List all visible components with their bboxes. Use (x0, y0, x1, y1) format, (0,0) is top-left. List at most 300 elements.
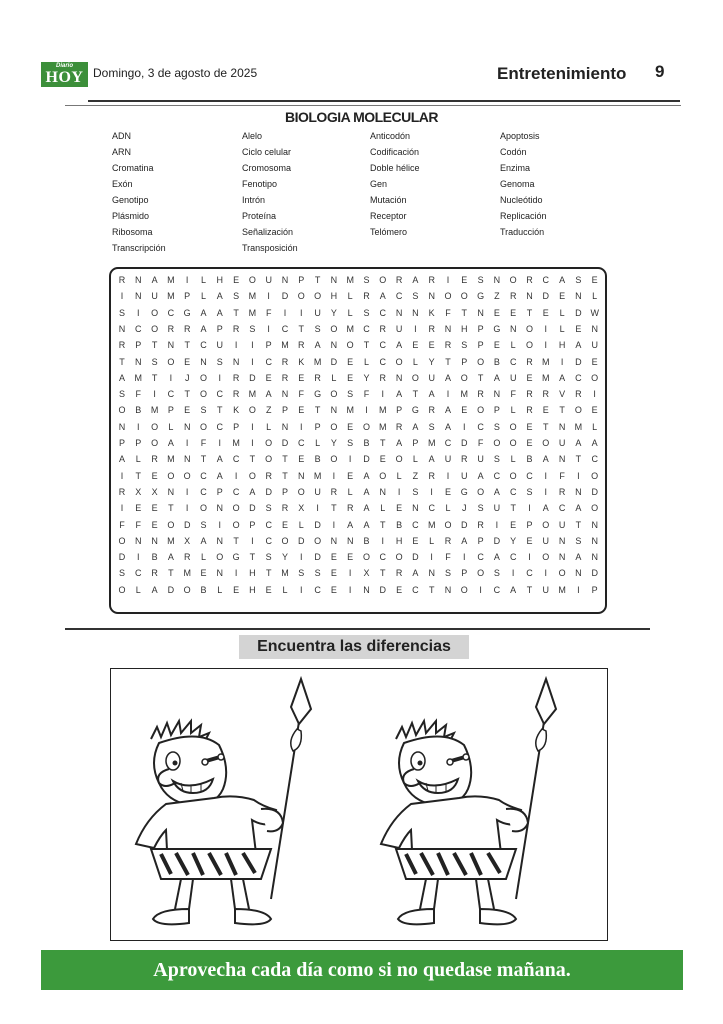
grid-letter: R (346, 503, 354, 514)
grid-letter: E (151, 503, 158, 514)
grid-letter: T (510, 503, 516, 514)
grid-letter: C (314, 584, 321, 595)
grid-letter: D (167, 584, 175, 595)
grid-row (111, 419, 605, 435)
grid-letter: A (363, 503, 370, 514)
grid-letter: M (248, 291, 257, 302)
grid-letter: B (363, 438, 370, 448)
grid-letter: N (526, 291, 533, 302)
grid-letter: T (461, 307, 468, 318)
grid-letter: U (591, 340, 598, 351)
grid-letter: X (363, 568, 370, 579)
grid-letter: M (167, 291, 175, 302)
wordsearch-word: Replicación (500, 211, 547, 221)
grid-letter: O (542, 438, 550, 448)
wordsearch-word: Transposición (242, 243, 298, 253)
grid-letter: X (298, 503, 305, 514)
grid-letter: C (167, 389, 175, 400)
grid-letter: R (395, 568, 403, 579)
grid-letter: L (510, 405, 516, 416)
grid-letter: K (428, 307, 435, 318)
grid-letter: S (347, 438, 354, 448)
grid-letter: R (118, 340, 126, 351)
grid-letter: E (281, 519, 288, 530)
grid-letter: R (526, 405, 533, 416)
grid-letter: U (558, 519, 566, 530)
grid-letter: R (526, 389, 533, 400)
grid-letter: A (412, 568, 419, 579)
grid-letter: L (298, 519, 304, 530)
grid-letter: R (526, 356, 533, 367)
grid-letter: E (591, 356, 598, 367)
grid-letter: R (526, 275, 533, 285)
grid-letter: E (151, 470, 158, 481)
grid-letter: O (151, 421, 159, 432)
grid-letter: M (183, 568, 191, 579)
grid-letter: I (430, 552, 433, 563)
grid-letter: L (592, 421, 598, 432)
grid-letter: E (347, 421, 354, 432)
grid-letter: L (315, 438, 321, 448)
wordsearch-word: Alelo (242, 131, 263, 141)
grid-letter: L (559, 307, 565, 318)
grid-letter: T (314, 405, 321, 416)
grid-letter: T (526, 307, 533, 318)
grid-letter: E (151, 519, 158, 530)
grid-row (111, 582, 605, 598)
grid-letter: C (265, 519, 272, 530)
grid-letter: O (509, 438, 517, 448)
grid-letter: H (249, 568, 256, 579)
grid-letter: E (330, 584, 337, 595)
grid-letter: R (281, 372, 289, 383)
grid-letter: O (591, 470, 599, 481)
grid-letter: O (248, 470, 256, 481)
grid-letter: I (218, 519, 222, 530)
grid-letter: C (281, 323, 289, 334)
grid-letter: N (216, 503, 224, 514)
grid-letter: P (249, 519, 256, 530)
grid-letter: A (396, 438, 403, 448)
grid-letter: I (300, 421, 303, 432)
grid-letter: R (265, 470, 272, 481)
grid-letter: Y (330, 307, 337, 318)
grid-letter: N (575, 568, 582, 579)
wordsearch-word: Apoptosis (500, 131, 540, 141)
grid-letter: N (330, 405, 338, 416)
grid-letter: I (560, 356, 564, 367)
grid-letter: B (396, 519, 403, 530)
grid-letter: O (330, 421, 338, 432)
grid-letter: S (363, 275, 370, 285)
grid-letter: G (314, 389, 322, 400)
grid-letter: C (379, 356, 387, 367)
grid-letter: C (444, 438, 452, 448)
grid-letter: C (591, 454, 598, 465)
grid-letter: N (444, 584, 452, 595)
grid-letter: C (477, 552, 484, 563)
grid-letter: I (577, 584, 580, 595)
wordsearch-word: Ribosoma (112, 227, 153, 237)
issue-date: Domingo, 3 de agosto de 2025 (93, 66, 258, 80)
grid-letter: R (330, 486, 338, 497)
grid-letter: E (298, 372, 305, 383)
grid-letter: R (232, 323, 240, 334)
grid-letter: T (314, 275, 321, 285)
grid-letter: L (412, 356, 418, 367)
grid-letter: P (281, 486, 288, 497)
grid-letter: T (575, 454, 582, 465)
grid-row (111, 386, 605, 402)
grid-letter: R (379, 372, 387, 383)
grid-letter: T (282, 454, 288, 465)
grid-letter: N (591, 323, 598, 334)
grid-letter: O (265, 454, 273, 465)
grid-letter: M (558, 584, 566, 595)
wordsearch-word: Doble hélice (370, 163, 420, 173)
grid-letter: D (330, 356, 338, 367)
grid-letter: E (298, 454, 305, 465)
wordsearch-word: Gen (370, 179, 388, 189)
grid-letter: S (477, 275, 484, 285)
grid-letter: A (314, 340, 321, 351)
grid-letter: O (216, 552, 224, 563)
grid-letter: O (542, 552, 550, 563)
grid-letter: U (314, 486, 321, 497)
grid-letter: N (509, 323, 517, 334)
grid-letter: I (283, 307, 287, 318)
wordsearch-word: ADN (112, 131, 132, 141)
grid-letter: N (183, 454, 191, 465)
grid-letter: O (509, 421, 517, 432)
grid-letter: D (314, 552, 321, 563)
grid-letter: I (234, 340, 238, 351)
grid-row (111, 272, 605, 288)
grid-letter: L (429, 535, 435, 546)
grid-letter: E (461, 405, 468, 416)
wordsearch-word: Genoma (500, 179, 535, 189)
grid-letter: U (428, 372, 435, 383)
grid-letter: A (151, 275, 158, 285)
grid-letter: O (151, 307, 159, 318)
grid-letter: K (233, 405, 240, 416)
grid-letter: R (151, 454, 158, 465)
grid-letter: S (314, 323, 321, 334)
grid-letter: C (477, 421, 484, 432)
grid-letter: I (348, 454, 352, 465)
grid-letter: N (444, 323, 452, 334)
grid-letter: A (493, 552, 500, 563)
wordsearch-word: Anticodón (370, 131, 411, 141)
grid-letter: N (281, 275, 289, 285)
grid-letter: T (249, 454, 256, 465)
grid-letter: O (199, 389, 207, 400)
differences-title: Encuentra las diferencias (239, 635, 469, 659)
grid-letter: N (591, 535, 598, 546)
grid-letter: T (233, 307, 239, 318)
grid-letter: E (542, 405, 549, 416)
grid-letter: A (265, 389, 272, 400)
header-rule (88, 100, 680, 102)
grid-letter: C (412, 519, 419, 530)
grid-letter: S (347, 389, 354, 400)
grid-letter: T (331, 503, 337, 514)
grid-letter: N (395, 372, 403, 383)
grid-letter: N (591, 552, 598, 563)
grid-letter: A (575, 340, 582, 351)
grid-letter: H (216, 275, 224, 285)
wordsearch-word: Receptor (370, 211, 407, 221)
grid-letter: F (119, 519, 125, 530)
grid-letter: M (379, 421, 387, 432)
grid-letter: O (509, 470, 517, 481)
grid-letter: G (477, 291, 485, 302)
grid-letter: B (493, 356, 500, 367)
grid-letter: C (509, 552, 517, 563)
grid-letter: D (575, 307, 582, 318)
grid-letter: M (281, 568, 289, 579)
grid-letter: U (314, 307, 321, 318)
grid-letter: F (298, 389, 305, 400)
wordsearch-grid (109, 267, 607, 614)
wordsearch-word: Fenotipo (242, 179, 278, 189)
grid-letter: A (461, 535, 468, 546)
grid-letter: N (281, 421, 289, 432)
grid-letter: C (265, 356, 272, 367)
grid-letter: P (216, 486, 223, 497)
grid-letter: D (493, 535, 501, 546)
grid-letter: N (346, 535, 354, 546)
grid-letter: T (168, 503, 174, 514)
grid-letter: U (509, 372, 517, 383)
grid-letter: C (379, 340, 387, 351)
grid-letter: M (313, 470, 322, 481)
grid-letter: E (526, 438, 533, 448)
grid-letter: A (444, 405, 451, 416)
grid-letter: T (151, 340, 158, 351)
newspaper-logo (41, 62, 88, 87)
grid-letter: M (150, 405, 159, 416)
grid-letter: E (526, 372, 533, 383)
grid-letter: I (234, 568, 238, 579)
grid-letter: S (428, 421, 435, 432)
grid-letter: N (558, 421, 566, 432)
grid-letter: I (120, 503, 124, 514)
grid-letter: I (153, 389, 156, 400)
grid-letter: O (525, 323, 533, 334)
grid-letter: R (542, 389, 550, 400)
grid-letter: P (526, 519, 533, 530)
grid-letter: N (135, 275, 142, 285)
grid-letter: O (509, 275, 517, 285)
grid-letter: T (428, 584, 435, 595)
grid-letter: R (444, 535, 452, 546)
grid-letter: N (298, 470, 305, 481)
grid-letter: S (412, 486, 419, 497)
grid-letter: Y (330, 438, 337, 448)
grid-letter: O (493, 438, 501, 448)
grid-letter: L (380, 503, 386, 514)
grid-letter: E (559, 291, 566, 302)
grid-letter: M (460, 389, 469, 400)
grid-letter: N (183, 421, 191, 432)
grid-letter: G (411, 405, 419, 416)
grid-letter: Z (265, 405, 272, 416)
grid-letter: I (300, 307, 303, 318)
grid-letter: T (233, 535, 239, 546)
grid-letter: L (200, 291, 206, 302)
grid-letter: Z (412, 470, 419, 481)
grid-letter: O (444, 291, 452, 302)
grid-letter: O (151, 438, 159, 448)
wordsearch-word-list (112, 131, 592, 261)
grid-letter: T (217, 405, 223, 416)
grid-row (111, 288, 605, 304)
grid-letter: L (363, 356, 369, 367)
grid-letter: E (184, 405, 191, 416)
grid-letter: A (428, 389, 435, 400)
grid-letter: A (428, 454, 435, 465)
grid-letter: T (200, 454, 207, 465)
grid-row (111, 549, 605, 565)
grid-letter: S (363, 307, 370, 318)
grid-letter: R (477, 519, 484, 530)
grid-letter: M (281, 340, 289, 351)
grid-letter: I (544, 323, 548, 334)
grid-letter: B (135, 405, 142, 416)
grid-letter: P (314, 421, 321, 432)
grid-letter: N (232, 356, 240, 367)
grid-letter: I (251, 438, 254, 448)
differences-illustration (110, 668, 608, 941)
grid-letter: C (526, 568, 533, 579)
grid-letter: G (183, 307, 191, 318)
grid-letter: M (427, 519, 436, 530)
wordsearch-word: Codón (500, 147, 527, 157)
grid-letter: I (251, 421, 254, 432)
grid-letter: R (428, 323, 435, 334)
grid-letter: X (135, 486, 142, 497)
caveman-drawings (111, 669, 606, 939)
grid-letter: I (544, 568, 548, 579)
grid-letter: S (526, 486, 533, 497)
grid-letter: F (445, 307, 451, 318)
grid-row (111, 500, 605, 516)
grid-letter: P (233, 421, 240, 432)
grid-letter: W (590, 307, 599, 318)
grid-letter: I (185, 486, 189, 497)
grid-letter: F (135, 519, 142, 530)
grid-letter: R (461, 454, 468, 465)
grid-letter: N (575, 291, 582, 302)
grid-letter: D (591, 568, 598, 579)
grid-letter: A (559, 275, 566, 285)
grid-letter: C (558, 503, 566, 514)
grid-letter: E (510, 307, 517, 318)
grid-letter: L (200, 275, 206, 285)
grid-letter: I (495, 519, 499, 530)
grid-letter: D (183, 519, 191, 530)
grid-letter: M (313, 356, 322, 367)
grid-letter: A (200, 323, 207, 334)
grid-letter: I (528, 503, 531, 514)
grid-letter: R (167, 323, 175, 334)
grid-letter: N (330, 275, 338, 285)
grid-letter: V (559, 389, 566, 400)
grid-letter: T (412, 389, 419, 400)
grid-letter: N (558, 454, 566, 465)
grid-letter: T (363, 340, 370, 351)
grid-letter: E (330, 568, 337, 579)
grid-letter: S (314, 568, 321, 579)
grid-letter: N (558, 535, 566, 546)
grid-letter: I (137, 421, 140, 432)
grid-letter: T (168, 568, 174, 579)
grid-letter: O (183, 584, 191, 595)
grid-letter: N (591, 519, 598, 530)
grid-letter: N (118, 421, 126, 432)
grid-letter: A (477, 470, 484, 481)
grid-letter: E (575, 323, 582, 334)
grid-letter: O (362, 552, 370, 563)
grid-letter: O (460, 291, 468, 302)
grid-letter: A (396, 389, 403, 400)
grid-row (111, 337, 605, 353)
grid-letter: A (542, 503, 549, 514)
grid-letter: R (363, 291, 370, 302)
grid-letter: N (118, 323, 126, 334)
grid-letter: N (412, 503, 419, 514)
wordsearch-word: Exón (112, 179, 133, 189)
grid-letter: O (118, 405, 126, 416)
grid-letter: O (167, 519, 175, 530)
grid-letter: R (509, 291, 517, 302)
grid-letter: R (575, 389, 582, 400)
grid-letter: C (509, 486, 517, 497)
grid-letter: E (428, 340, 435, 351)
grid-letter: D (542, 291, 550, 302)
grid-letter: O (346, 340, 354, 351)
grid-letter: J (462, 503, 467, 514)
grid-letter: U (493, 503, 501, 514)
wordsearch-word: Cromosoma (242, 163, 292, 173)
grid-letter: B (314, 454, 321, 465)
grid-letter: I (169, 372, 173, 383)
grid-letter: D (379, 584, 387, 595)
grid-letter: I (430, 486, 433, 497)
grid-letter: S (200, 405, 207, 416)
grid-letter: A (200, 307, 207, 318)
logo-small-text: Diario (55, 63, 73, 69)
grid-letter: L (347, 291, 353, 302)
grid-letter: E (526, 421, 533, 432)
logo-big-text: HOY (45, 69, 84, 86)
grid-letter: S (216, 356, 223, 367)
grid-letter: T (559, 405, 565, 416)
grid-letter: I (234, 470, 238, 481)
grid-letter: N (151, 535, 158, 546)
grid-letter: O (281, 535, 289, 546)
grid-letter: U (151, 291, 158, 302)
grid-letter: O (199, 421, 207, 432)
grid-letter: M (167, 275, 175, 285)
grid-letter: T (526, 584, 533, 595)
grid-letter: A (216, 291, 223, 302)
grid-letter: R (428, 470, 435, 481)
grid-letter: U (542, 584, 550, 595)
grid-letter: D (298, 535, 305, 546)
grid-letter: M (248, 389, 257, 400)
